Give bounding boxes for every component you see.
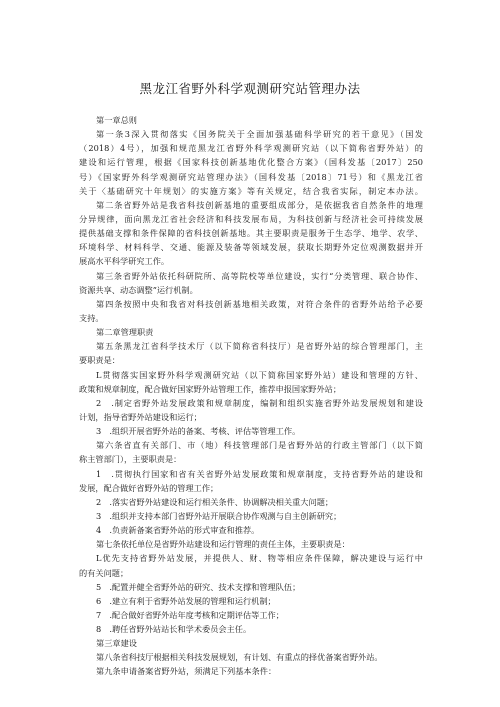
document-body bbox=[79, 113, 423, 679]
text-line: 第五条黑龙江省科学技术厅（以下简称省科技厅）是省野外站的综合管理部门，主 bbox=[96, 341, 423, 352]
text-line: 资源共享、动态调整”运行机制。 bbox=[79, 284, 198, 295]
text-line: 第七条依托单位是省野外站建设和运行管理的责任主体，主要职责是： bbox=[96, 539, 350, 550]
text-line: 2 .落实省野外站建设和运行相关条件、协调解决相关重大问题； bbox=[96, 496, 334, 507]
text-line: 环境科学、材料科学、交通、能源及装备等领域发展，获取长期野外定位观测数据并开 bbox=[79, 242, 423, 253]
text-line: 第一条3深入贯彻落实《国务院关于全面加强基础科学研究的若干意见》（国发 bbox=[96, 129, 423, 140]
text-line: 发展，配合做好省野外站的管理工作； bbox=[79, 482, 219, 493]
text-line: 建设和运行管理，根据《国家科技创新基地优化整合方案》（国科发基〔2017〕250 bbox=[79, 157, 423, 168]
text-line: 6 .建立有利于省野外站发展的管理和运行机制； bbox=[96, 595, 276, 606]
text-line: 8 .聘任省野外站站长和学术委员会主任。 bbox=[96, 624, 252, 635]
text-line: 提供基础支撑和条件保障的省科技创新基地。其主要职责是服务于生态学、地学、农学、 bbox=[79, 228, 423, 239]
text-line: 第三条省野外站依托科研院所、高等院校等单位建设，实行“分类管理、联合协作、 bbox=[96, 270, 423, 281]
text-line: 4 .负责新备案省野外站的形式审查和推荐。 bbox=[96, 525, 260, 536]
document-title: 黑龙江省野外科学观测研究站管理办法 bbox=[139, 81, 361, 96]
text-line: （2018）4号），加强和规范黑龙江省野外科学观测研究站（以下简称省野外站）的 bbox=[79, 143, 423, 154]
text-line: 第二章管理职责 bbox=[96, 327, 154, 338]
text-line: 分异规律，面向黑龙江省社会经济和科技发展布局，为科技创新与经济社会可持续发展 bbox=[79, 213, 423, 224]
text-line: 3 .组织开展省野外站的备案、考核、评估等管理工作。 bbox=[96, 426, 301, 437]
text-line: L贯彻落实国家野外科学观测研究站（以下简称国家野外站）建设和管理的方针、 bbox=[96, 369, 423, 380]
text-line: 政策和规章制度，配合做好国家野外站管理工作，推荐申报国家野外站； bbox=[79, 383, 342, 394]
text-line: 7 .配合做好省野外站年度考核和定期评估等工作； bbox=[96, 609, 284, 620]
text-line: 1 .贯彻执行国家和省有关省野外站发展政策和规章制度，支持省野外站的建设和 bbox=[96, 468, 423, 479]
text-line: 号）《国家野外科学观测研究站管理办法》（国科发基〔2018〕71号）和《黑龙江省 bbox=[79, 171, 423, 182]
text-line: 展高水平科学研究工作。 bbox=[79, 256, 170, 267]
text-line: 第八条省科技厅根据相关科技发展规划，有计划、有重点的择优备案省野外站。 bbox=[96, 652, 383, 663]
text-line: 3 .组织并支持本部门省野外站开展联合协作观测与自主创新研究； bbox=[96, 510, 342, 521]
text-line: 关于〈基础研究十年规划〉的实施方案》等有关规定，结合我省实际，制定本办法。 bbox=[79, 185, 423, 196]
text-line: 5 .配置并健全省野外站的研究、技术支撑和管理队伍； bbox=[96, 581, 301, 592]
text-line: 要职责是： bbox=[79, 355, 120, 366]
text-line: 的有关问题； bbox=[79, 567, 129, 578]
text-line: 称主管部门），主要职责是： bbox=[79, 454, 182, 465]
text-line: 支持。 bbox=[79, 312, 104, 323]
text-line: 第六条省直有关部门、市（地）科技管理部门是省野外站的行政主管部门（以下简 bbox=[96, 440, 423, 451]
text-line: 2 .制定省野外站发展政策和规章制度，编制和组织实施省野外站发展规划和建设 bbox=[96, 397, 423, 408]
text-line: 第九条申请备案省野外站，须满足下列基本条件： bbox=[96, 666, 277, 677]
text-line: 第一章总则 bbox=[96, 115, 137, 125]
text-line: 第四条按照中央和我省对科技创新基地相关政策，对符合条件的省野外站给予必要 bbox=[96, 298, 423, 309]
text-line: 计划，指导省野外站建设和运行； bbox=[79, 411, 202, 422]
text-line: L优先支持省野外站发展，并提供人、财、物等相应条件保障，解决建设与运行中 bbox=[96, 553, 423, 564]
text-line: 第二条省野外站是我省科技创新基地的重要组成部分，是依据我省自然条件的地理 bbox=[96, 199, 423, 210]
text-line: 第三章建设 bbox=[96, 638, 137, 649]
